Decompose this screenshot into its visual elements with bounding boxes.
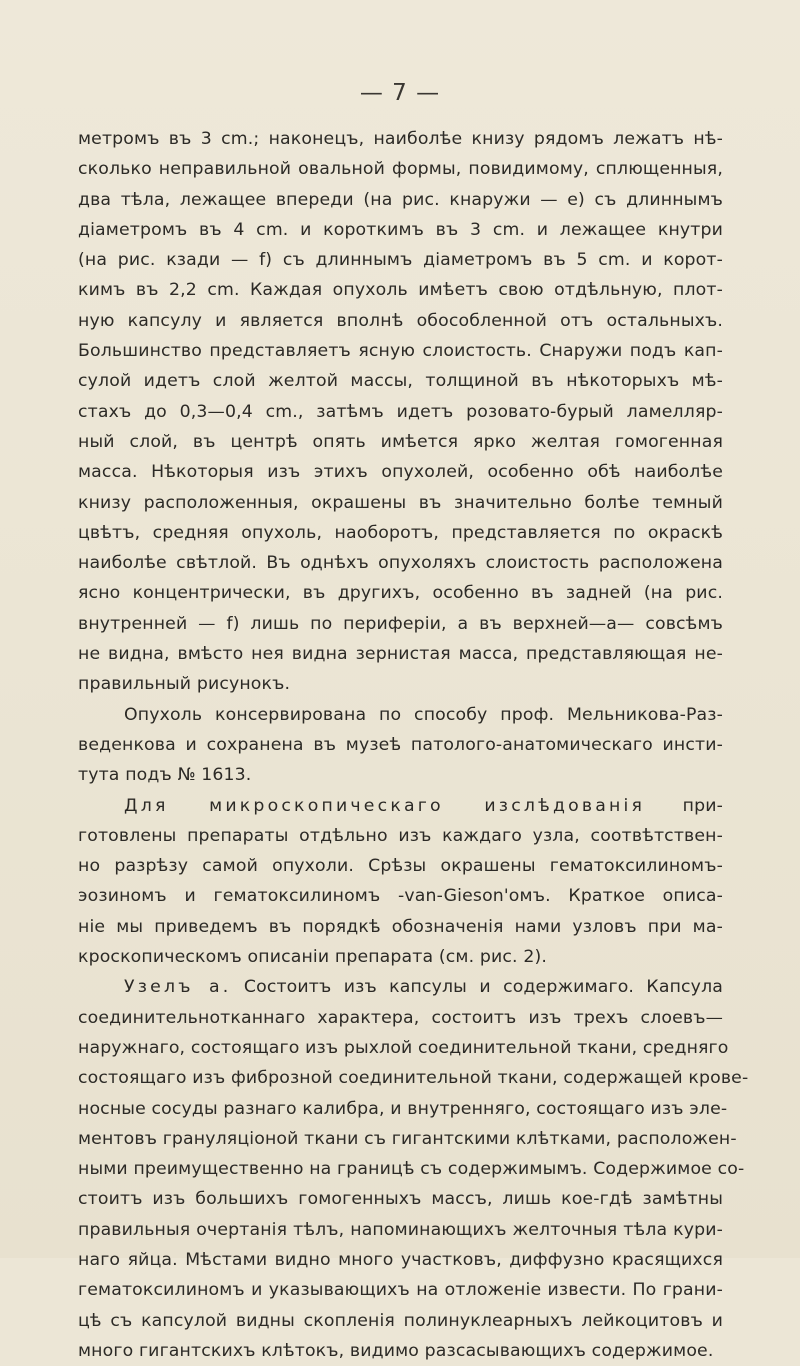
spaced-emphasis: Для микроскопическаго изслѣдованія	[124, 795, 646, 816]
paragraph-preservation	[78, 700, 723, 791]
text-line: ясно концентрически, въ другихъ, особенно въ задней (на рис.	[78, 583, 723, 604]
text-line: стоитъ изъ большихъ гомогенныхъ массъ, лишь кое-гдѣ замѣтны	[78, 1189, 723, 1210]
text-line: наружнаго, состоящаго изъ рыхлой соединительной ткани, средняго	[78, 1037, 729, 1058]
text-line: (на рис. кзади — f) съ длиннымъ діаметромъ въ 5 cm. и корот-	[78, 250, 723, 271]
text-line: тута подъ № 1613.	[78, 765, 252, 786]
text-line: носные сосуды разнаго калибра, и внутренняго, состоящаго изъ эле-	[78, 1098, 728, 1119]
text-line: діаметромъ въ 4 cm. и короткимъ въ 3 cm. и лежащее кнутри	[78, 219, 723, 240]
text-line: два тѣла, лежащее впереди (на рис. кнаружи — е) съ длиннымъ	[78, 189, 723, 210]
paragraph-node-a	[78, 972, 749, 1366]
text-line: Опухоль консервирована по способу проф. Мельникова-Раз-	[124, 704, 723, 725]
text-line	[78, 972, 723, 1002]
text-line: правильныя очертанія тѣлъ, напоминающихъ желточныя тѣла кури-	[78, 1219, 723, 1240]
text-line: ными преимущественно на границѣ съ содержимымъ. Содержимое со-	[78, 1159, 745, 1180]
spaced-emphasis: Узелъ а.	[124, 977, 232, 998]
text-line-rest: при-	[645, 795, 723, 816]
text-line: но разрѣзу самой опухоли. Срѣзы окрашены гематоксилиномъ-	[78, 856, 723, 877]
text-line: ментовъ грануляціоной ткани съ гигантскими клѣтками, расположен-	[78, 1128, 737, 1149]
text-line-rest: Состоитъ изъ капсулы и содержимаго. Капсула	[231, 977, 723, 998]
text-line: готовлены препараты отдѣльно изъ каждаго узла, соотвѣтствен-	[78, 825, 723, 846]
text-line: наиболѣе свѣтлой. Въ однѣхъ опухоляхъ слоистость расположена	[78, 553, 723, 574]
text-line: ный слой, въ центрѣ опять имѣется ярко желтая гомогенная	[78, 431, 723, 452]
text-line: Большинство представляетъ ясную слоистость. Снаружи подъ кап-	[78, 341, 723, 362]
text-line	[78, 791, 723, 821]
page-number: — 7 —	[359, 80, 441, 106]
text-line: масса. Нѣкоторыя изъ этихъ опухолей, особенно обѣ наиболѣе	[78, 462, 723, 483]
text-line: не видна, вмѣсто нея видна зернистая масса, представляющая не-	[78, 644, 723, 665]
text-line: гематоксилиномъ и указывающихъ на отложеніе извести. По грани-	[78, 1280, 723, 1301]
text-line: много гигантскихъ клѣтокъ, видимо разсасывающихъ содержимое.	[78, 1340, 714, 1361]
text-line: метромъ въ 3 cm.; наконецъ, наиболѣе книзу рядомъ лежатъ нѣ-	[78, 129, 723, 149]
text-line: эозиномъ и гематоксилиномъ -van-Gieson'омъ. Краткое описа-	[78, 886, 723, 907]
text-line: веденкова и сохранена въ музеѣ патолого-анатомическаго инсти-	[78, 734, 723, 755]
text-line: стахъ до 0,3—0,4 cm., затѣмъ идетъ розовато-бурый ламелляр-	[78, 401, 723, 422]
text-line: соединительнотканнаго характера, состоитъ изъ трехъ слоевъ—	[78, 1007, 723, 1028]
paragraph-microscopy	[78, 791, 723, 973]
text-line: сколько неправильной овальной формы, повидимому, сплющенныя,	[78, 159, 723, 180]
paragraph-gross-description	[78, 124, 723, 700]
text-line: ніе мы приведемъ въ порядкѣ обозначенія нами узловъ при ма-	[78, 916, 723, 937]
text-line: цѣ съ капсулой видны скопленія полинуклеарныхъ лейкоцитовъ и	[78, 1310, 723, 1331]
body-text	[78, 124, 749, 1366]
text-line: состоящаго изъ фиброзной соединительной ткани, содержащей крове-	[78, 1068, 749, 1089]
text-line: внутренней — f) лишь по периферіи, а въ верхней—а— совсѣмъ	[78, 613, 723, 634]
text-line: кимъ въ 2,2 cm. Каждая опухоль имѣетъ свою отдѣльную, плот-	[78, 280, 723, 301]
text-line: цвѣтъ, средняя опухоль, наоборотъ, представляется по окраскѣ	[78, 522, 723, 543]
text-line: сулой идетъ слой желтой массы, толщиной въ нѣкоторыхъ мѣ-	[78, 371, 723, 392]
text-line: правильный рисунокъ.	[78, 674, 291, 695]
text-line: книзу расположенныя, окрашены въ значительно болѣе темный	[78, 492, 723, 513]
text-line: наго яйца. Мѣстами видно много участковъ, диффузно красящихся	[78, 1249, 723, 1270]
text-line: кроскопическомъ описаніи препарата (см. рис. 2).	[78, 947, 548, 968]
text-line: ную капсулу и является вполнѣ обособленной отъ остальныхъ.	[78, 310, 723, 331]
